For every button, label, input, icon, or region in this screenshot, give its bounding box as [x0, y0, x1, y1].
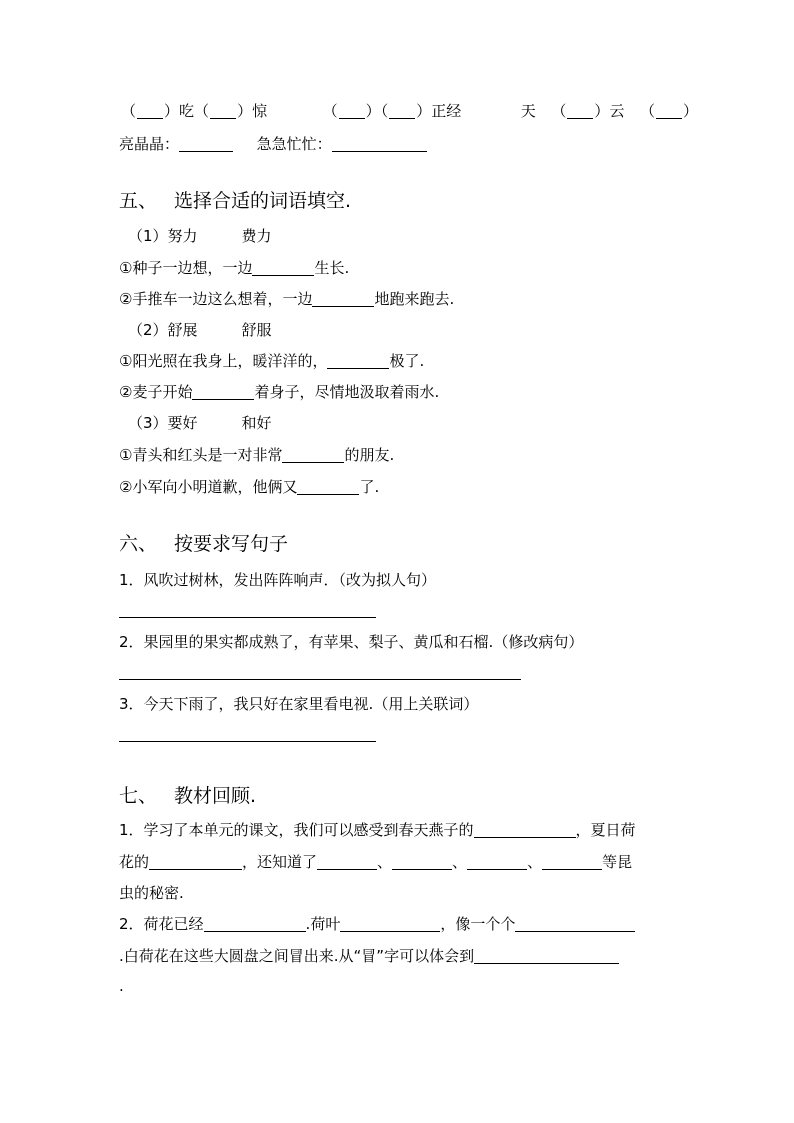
blank[interactable] — [542, 853, 602, 870]
idiom-char: 云 — [609, 102, 625, 120]
section-title: 按要求写句子 — [174, 533, 289, 555]
word-label: 急急忙忙： — [256, 135, 332, 153]
answer-line[interactable] — [119, 679, 521, 680]
sentence-1-2: ②手推车一边这么想着，一边 地跑来跑去. — [119, 290, 455, 308]
word-pair-1: （1）努力 费力 — [128, 227, 272, 245]
question-7-2-line-3: . — [119, 977, 124, 995]
idiom-row-1: （ ）吃（ ）惊 （ ）（ ）正经 天 （ ）云 （ ） — [121, 102, 699, 120]
question-7-2-line-2: .白荷花在这些大圆盘之间冒出来.从“冒”字可以体会到 — [119, 946, 619, 966]
sentence-2-1: ①阳光照在我身上，暖洋洋的， 极了. — [119, 352, 425, 370]
blank[interactable] — [339, 104, 365, 119]
blank[interactable] — [656, 104, 682, 119]
idiom-row-2 — [119, 134, 427, 154]
blank[interactable] — [317, 853, 377, 870]
sentence-3-2: ②小军向小明道歉，他俩又 了. — [119, 478, 380, 496]
blank[interactable] — [282, 446, 344, 463]
blank[interactable] — [392, 853, 452, 870]
blank[interactable] — [149, 853, 242, 870]
idiom-char: 正经 — [431, 102, 462, 120]
section-6-heading — [119, 532, 288, 556]
idiom-char: 惊 — [252, 102, 268, 120]
word-label: 亮晶晶： — [119, 135, 180, 153]
idiom-char: 天 — [520, 102, 536, 120]
sentence-1-1: ①种子一边想，一边 生长. — [119, 259, 350, 277]
blank[interactable] — [389, 104, 415, 119]
question-7-2-line-1: 2．荷花已经 .荷叶 ，像一个个 — [119, 914, 635, 934]
blank[interactable] — [515, 915, 635, 932]
blank[interactable] — [332, 135, 427, 152]
section-number: 七、 — [119, 785, 158, 807]
blank[interactable] — [192, 383, 254, 400]
section-title: 选择合适的词语填空. — [174, 190, 352, 212]
question-6-3: 3．今天下雨了，我只好在家里看电视.（用上关联词） — [119, 695, 479, 713]
question-6-1: 1．风吹过树林，发出阵阵响声．（改为拟人句） — [119, 571, 437, 589]
sentence-3-1: ①青头和红头是一对非常 的朋友. — [119, 446, 395, 464]
blank[interactable] — [179, 135, 233, 152]
idiom-char: 吃 — [179, 102, 195, 120]
word-pair-2: （2）舒展 舒服 — [128, 321, 272, 339]
question-7-1-line-1: 1．学习了本单元的课文，我们可以感受到春天燕子的 ，夏日荷 — [119, 821, 636, 839]
section-7-heading — [119, 784, 256, 808]
blank[interactable] — [340, 915, 440, 932]
blank[interactable] — [467, 853, 527, 870]
question-6-2: 2．果园里的果实都成熟了，有苹果、梨子、黄瓜和石榴.（修改病句） — [119, 633, 584, 651]
blank[interactable] — [474, 947, 619, 964]
blank[interactable] — [327, 352, 389, 369]
blank[interactable] — [252, 259, 314, 276]
blank[interactable] — [204, 915, 306, 932]
answer-line[interactable] — [119, 741, 376, 742]
blank[interactable] — [297, 478, 359, 495]
sentence-2-2: ②麦子开始 着身子，尽情地汲取着雨水. — [119, 383, 440, 401]
section-number: 五、 — [119, 190, 158, 212]
section-number: 六、 — [119, 533, 158, 555]
question-7-1-line-2: 花的 ，还知道了 、 、 、 等昆 — [119, 853, 633, 871]
blank[interactable] — [474, 821, 576, 838]
blank[interactable] — [210, 104, 236, 119]
word-pair-3: （3）要好 和好 — [128, 414, 272, 432]
section-5-heading — [119, 189, 351, 213]
section-title: 教材回顾. — [174, 785, 257, 807]
blank[interactable] — [567, 104, 593, 119]
answer-line[interactable] — [119, 617, 376, 618]
blank[interactable] — [137, 104, 163, 119]
question-7-1-line-3: 虫的秘密. — [119, 884, 184, 902]
blank[interactable] — [312, 290, 374, 307]
